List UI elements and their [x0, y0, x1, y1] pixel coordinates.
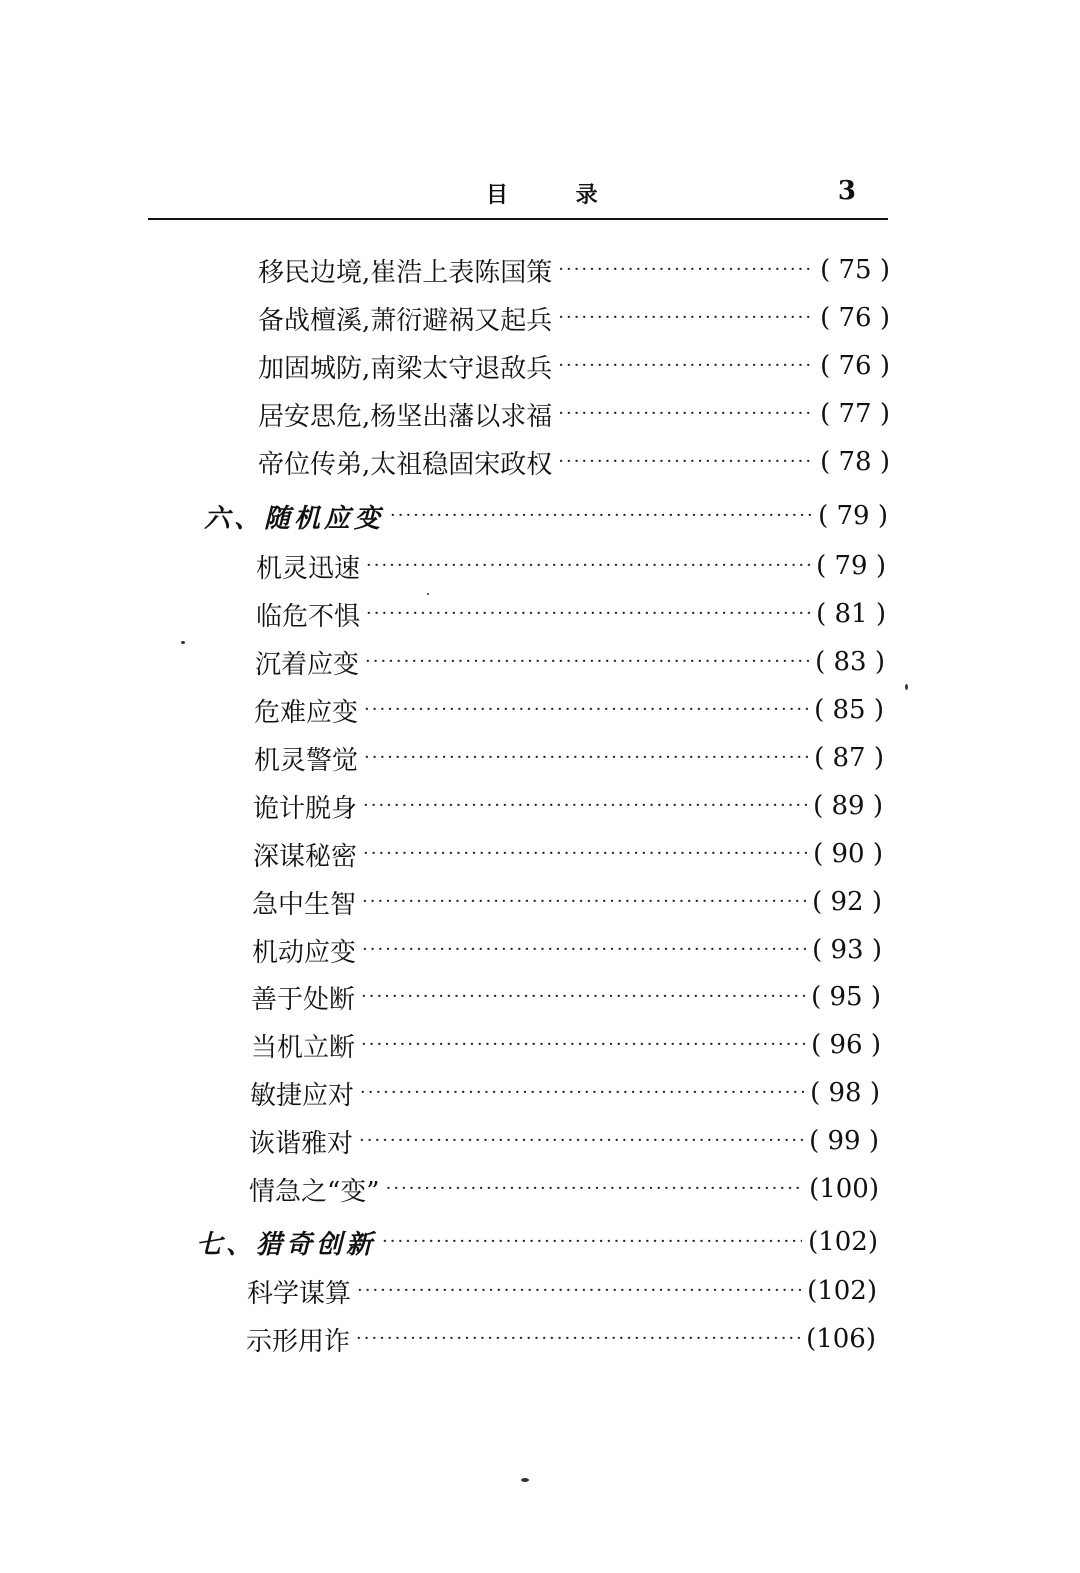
toc-entry	[249, 1169, 879, 1209]
dot-leader	[390, 496, 812, 536]
toc-entry-page: ( 85 )	[814, 695, 884, 725]
toc-entry-title: 危难应变	[254, 697, 359, 728]
dot-leader	[363, 834, 807, 874]
scan-speck	[521, 1478, 529, 1482]
toc-entry-title: 机动应变	[252, 937, 357, 968]
toc-entry-title: 居安思危,杨坚出藩以求福	[258, 401, 553, 432]
toc-entry-title: 深谋秘密	[253, 841, 358, 872]
dot-leader	[361, 1025, 805, 1065]
dot-leader	[364, 690, 808, 730]
toc-entry	[252, 882, 882, 922]
toc-entry-title: 备战檀溪,萧衍避祸又起兵	[258, 305, 553, 336]
toc-entry-title: 当机立断	[251, 1032, 356, 1063]
toc-section-heading	[204, 496, 888, 536]
toc-entry	[256, 546, 886, 586]
toc-entry-page: ( 76 )	[820, 303, 890, 333]
toc-entry-title: 示形用诈	[246, 1326, 351, 1357]
dot-leader	[558, 442, 814, 482]
toc-entry-title: 情急之“变”	[249, 1176, 380, 1207]
toc-entry	[258, 442, 890, 482]
scan-speck	[905, 684, 908, 690]
toc-entry	[251, 1025, 881, 1065]
dot-leader	[366, 594, 810, 634]
dot-leader	[359, 1121, 803, 1161]
toc-entry-page: ( 76 )	[820, 351, 890, 381]
toc-entry-page: ( 95 )	[811, 982, 881, 1012]
toc-entry	[249, 1121, 879, 1161]
toc-entry-page: ( 90 )	[813, 839, 883, 869]
toc-entry-page: ( 77 )	[820, 399, 890, 429]
header-page-number: 3	[837, 176, 856, 206]
running-header	[148, 178, 888, 220]
toc-entry-title: 诡计脱身	[253, 793, 358, 824]
toc-entry-title: 敏捷应对	[250, 1080, 355, 1111]
toc-entry-title: 帝位传弟,太祖稳固宋政权	[258, 449, 553, 480]
dot-leader	[558, 346, 814, 386]
dot-leader	[363, 786, 807, 826]
toc-entry-page: ( 78 )	[820, 447, 890, 477]
toc-entry	[258, 250, 890, 290]
toc-entry-page: ( 89 )	[813, 791, 883, 821]
dot-leader	[558, 250, 814, 290]
toc-entry-page: (102)	[808, 1227, 878, 1257]
section-title: 六、随机应变	[204, 503, 385, 534]
toc-entry-title: 机灵迅速	[256, 553, 361, 584]
dot-leader	[356, 1319, 800, 1359]
toc-entry-page: ( 75 )	[820, 255, 890, 285]
toc-entry	[247, 1271, 877, 1311]
toc-entry-page: (106)	[806, 1324, 876, 1354]
toc-entry-page: ( 96 )	[811, 1030, 881, 1060]
header-title: 目 录	[486, 182, 628, 208]
toc-entry	[258, 394, 890, 434]
toc-entry-title: 善于处断	[251, 984, 356, 1015]
toc-entry-title: 临危不惧	[256, 601, 361, 632]
toc-entry	[254, 690, 884, 730]
toc-entry-title: 诙谐雅对	[249, 1128, 354, 1159]
toc-entry-page: ( 79 )	[818, 501, 888, 531]
dot-leader	[357, 1271, 801, 1311]
toc-entry-title: 科学谋算	[247, 1278, 352, 1309]
toc-entry	[246, 1319, 876, 1359]
dot-leader	[366, 546, 810, 586]
scan-speck	[427, 593, 429, 595]
toc-entry	[250, 1073, 880, 1113]
toc-section-heading	[196, 1222, 878, 1262]
dot-leader	[558, 298, 814, 338]
dot-leader	[365, 642, 809, 682]
toc-entry	[258, 346, 890, 386]
section-title: 七、猎奇创新	[196, 1229, 377, 1260]
toc-entry-page: ( 79 )	[816, 551, 886, 581]
scan-speck	[181, 641, 185, 644]
toc-entry	[254, 738, 884, 778]
toc-entry	[252, 930, 882, 970]
toc-entry	[256, 594, 886, 634]
toc-entry	[258, 298, 890, 338]
toc-entry-title: 沉着应变	[255, 649, 360, 680]
toc-entry	[253, 786, 883, 826]
toc-entry	[251, 977, 881, 1017]
toc-entry-page: ( 92 )	[812, 887, 882, 917]
toc-entry-title: 加固城防,南梁太守退敌兵	[258, 353, 553, 384]
toc-entry-page: ( 99 )	[809, 1126, 879, 1156]
toc-entry	[255, 642, 885, 682]
dot-leader	[386, 1169, 803, 1209]
toc-entry	[253, 834, 883, 874]
toc-entry-page: ( 87 )	[814, 743, 884, 773]
dot-leader	[382, 1222, 802, 1262]
toc-entry-page: ( 93 )	[812, 935, 882, 965]
dot-leader	[360, 1073, 804, 1113]
toc-entry-page: ( 81 )	[816, 599, 886, 629]
toc-entry-page: (102)	[807, 1276, 877, 1306]
toc-entry-title: 机灵警觉	[254, 745, 359, 776]
dot-leader	[558, 394, 814, 434]
dot-leader	[362, 930, 806, 970]
toc-entry-page: ( 83 )	[815, 647, 885, 677]
toc-entry-title: 急中生智	[252, 889, 357, 920]
toc-entry-title: 移民边境,崔浩上表陈国策	[258, 257, 553, 288]
toc-entry-page: (100)	[809, 1174, 879, 1204]
dot-leader	[361, 977, 805, 1017]
dot-leader	[362, 882, 806, 922]
toc-entry-page: ( 98 )	[810, 1078, 880, 1108]
dot-leader	[364, 738, 808, 778]
